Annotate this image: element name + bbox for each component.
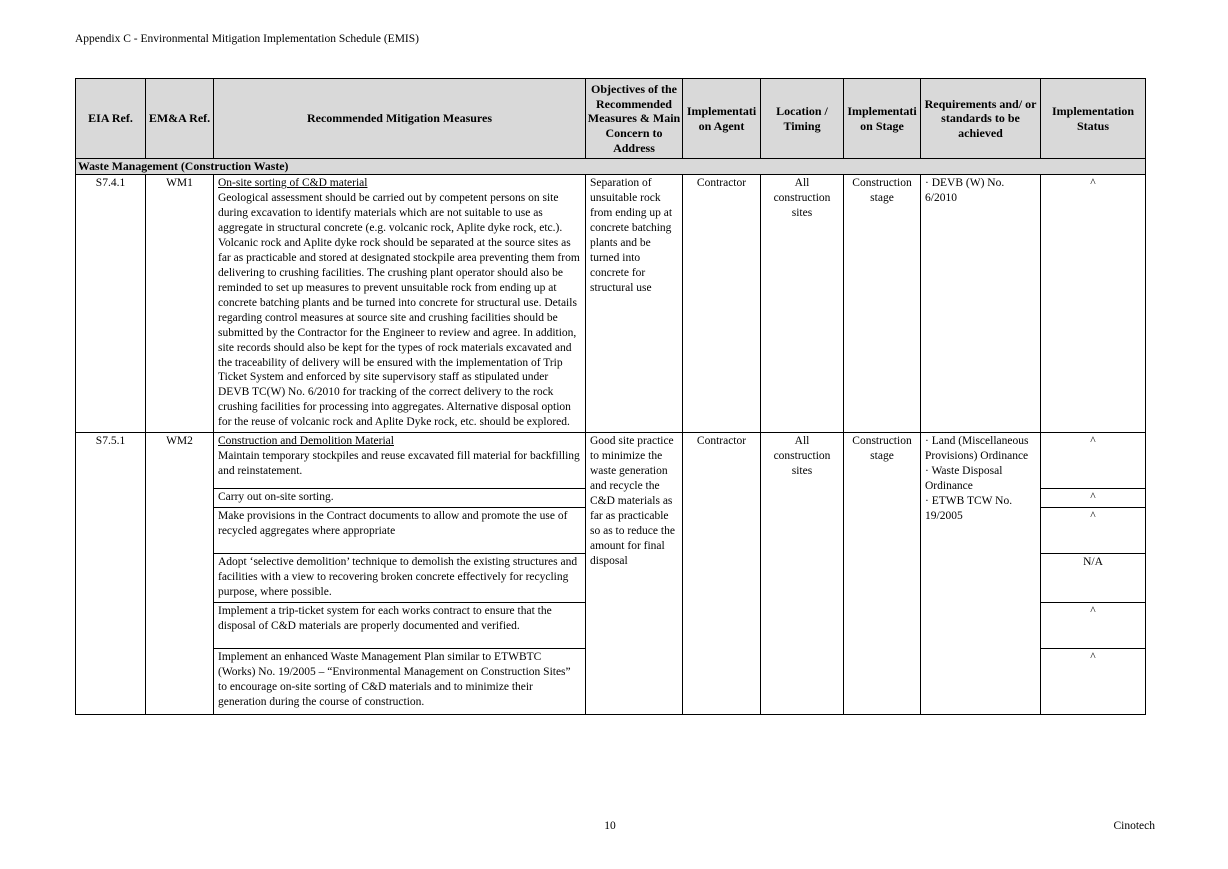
cell-eia-ref: S7.5.1 <box>76 433 146 715</box>
cell-objectives: Separation of unsuitable rock from ending up at concrete batching plants and be turned into concrete for structural use <box>586 175 683 433</box>
section-title: Waste Management (Construction Waste) <box>76 159 1146 175</box>
cell-mitigation-measure-2: Carry out on-site sorting. <box>214 489 586 508</box>
cell-mitigation-measures <box>214 175 586 433</box>
col-header-ema-ref: EM&A Ref. <box>146 79 214 159</box>
measure-body: Geological assessment should be carried out by competent persons on site during excavation to identify materials which are not suitable to use as aggregate in structural concrete (e.g. volcanic rock, Aplite dyke rock, etc.). Volcanic rock and Aplite dyke rock should be separated at the source sites as far as practicable and stored at designated stockpile area preventing them from delivering to crushing facilities. The crushing plant operator should also be reminded to set up measures to prevent unsuitable rock from ending up at concrete batching plants and be turned into concrete for structural use. Details regarding control measures at source site and crushing facilities should be submitted by the Contractor for the Engineer to review and agree. In addition, site records should also be kept for the types of rock materials excavated and the traceability of delivery will be ensured with the implementation of Trip Ticket System and enforced by site supervisory staff as stipulated under DEVB TC(W) No. 6/2010 for tracking of the correct delivery to the rock crushing facilities for processing into aggregates. Alternative disposal option for the reuse of volcanic rock and Aplite Dyke rock, etc. should be explored. <box>218 192 580 429</box>
requirement-item: · Waste Disposal Ordinance <box>925 465 1003 493</box>
cell-implementation-status: ^ <box>1041 175 1146 433</box>
cell-ema-ref: WM2 <box>146 433 214 715</box>
col-header-mitigation-measures: Recommended Mitigation Measures <box>214 79 586 159</box>
col-header-location-timing: Location / Timing <box>761 79 844 159</box>
requirement-item: · DEVB (W) No. 6/2010 <box>925 177 1005 205</box>
measure-title: Construction and Demolition Material <box>218 435 394 448</box>
document-title: Appendix C - Environmental Mitigation Implementation Schedule (EMIS) <box>75 33 419 45</box>
cell-implementation-agent: Contractor <box>683 175 761 433</box>
cell-mitigation-measure-3: Make provisions in the Contract documents to allow and promote the use of recycled aggregates where appropriate <box>214 508 586 554</box>
cell-requirements <box>921 433 1041 715</box>
measure-title: On-site sorting of C&D material <box>218 177 368 190</box>
cell-implementation-status-3: ^ <box>1041 508 1146 554</box>
col-header-implementation-status: Implementation Status <box>1041 79 1146 159</box>
section-row-waste-management <box>76 159 1146 175</box>
col-header-implementation-stage: Implementation Stage <box>844 79 921 159</box>
cell-location-timing: All construction sites <box>761 433 844 715</box>
cell-location-timing: All construction sites <box>761 175 844 433</box>
col-header-requirements: Requirements and/ or standards to be achieved <box>921 79 1041 159</box>
footer-company-name: Cinotech <box>1113 820 1155 832</box>
cell-mitigation-measure-6: Implement an enhanced Waste Management Plan similar to ETWBTC (Works) No. 19/2005 – “Environmental Management on Construction Sites” to encourage on-site sorting of C&D materials and to minimize their generation during the course of construction. <box>214 649 586 715</box>
cell-implementation-status-6: ^ <box>1041 649 1146 715</box>
requirement-item: · ETWB TCW No. 19/2005 <box>925 494 1013 522</box>
table-row-wm2-sub1 <box>76 433 1146 489</box>
emis-table <box>75 78 1146 715</box>
cell-ema-ref: WM1 <box>146 175 214 433</box>
cell-implementation-stage: Construction stage <box>844 433 921 715</box>
cell-implementation-stage: Construction stage <box>844 175 921 433</box>
table-header-row <box>76 79 1146 159</box>
cell-objectives: Good site practice to minimize the waste generation and recycle the C&D materials as far as practicable so as to reduce the amount for final disposal <box>586 433 683 715</box>
cell-implementation-status-5: ^ <box>1041 603 1146 649</box>
cell-implementation-status-1: ^ <box>1041 433 1146 489</box>
col-header-eia-ref: EIA Ref. <box>76 79 146 159</box>
cell-implementation-agent: Contractor <box>683 433 761 715</box>
cell-requirements <box>921 175 1041 433</box>
col-header-objectives: Objectives of the Recommended Measures & Main Concern to Address <box>586 79 683 159</box>
cell-mitigation-measure-5: Implement a trip-ticket system for each works contract to ensure that the disposal of C&D materials are properly documented and verified. <box>214 603 586 649</box>
col-header-implementation-agent: Implementation Agent <box>683 79 761 159</box>
cell-mitigation-measure-1 <box>214 433 586 489</box>
cell-implementation-status-2: ^ <box>1041 489 1146 508</box>
cell-implementation-status-4: N/A <box>1041 554 1146 603</box>
requirement-item: · Land (Miscellaneous Provisions) Ordinance <box>925 435 1029 463</box>
table-row-wm1 <box>76 175 1146 433</box>
cell-eia-ref: S7.4.1 <box>76 175 146 433</box>
page-number: 10 <box>604 820 616 832</box>
measure-text: Maintain temporary stockpiles and reuse excavated fill material for backfilling and reinstatement. <box>218 450 580 478</box>
cell-mitigation-measure-4: Adopt ‘selective demolition’ technique to demolish the existing structures and facilities with a view to recovering broken concrete effectively for recycling purpose, where possible. <box>214 554 586 603</box>
